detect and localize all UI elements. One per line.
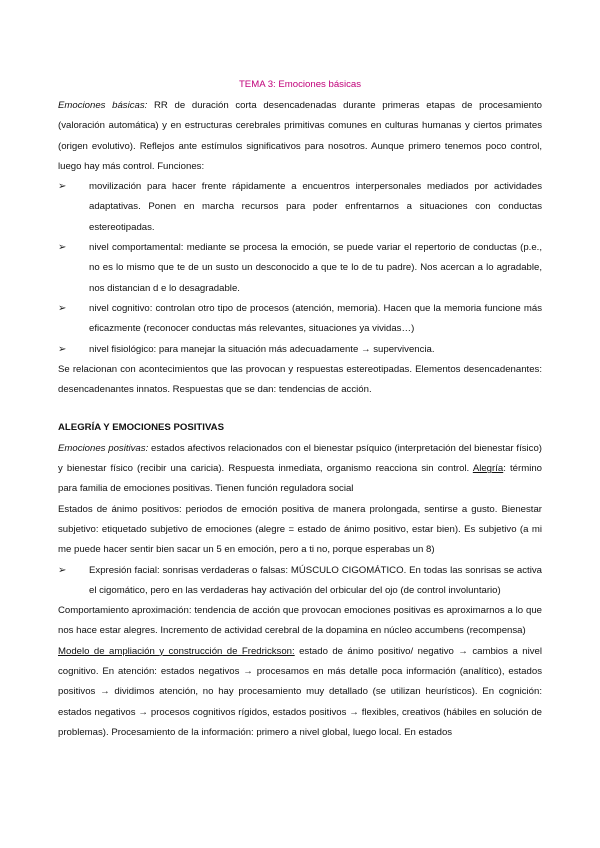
arrow-bullet-icon: ➢: [58, 181, 67, 193]
positive-label: Emociones positivas:: [58, 442, 149, 454]
list-item: ➢ nivel cognitivo: controlan otro tipo de procesos (atención, memoria). Hacen que la memoria funcione más eficazmente (reconocer conductas más relevantes, situaciones ya vividas…): [89, 299, 542, 340]
list-item: ➢ Expresión facial: sonrisas verdaderas o falsas: MÚSCULO CIGOMÁTICO. En todas las sonrisas se activa el cigomático, pero en las verdaderas hay activación del orbicular del ojo (de control involuntario): [89, 561, 542, 602]
section-heading: ALEGRÍA Y EMOCIONES POSITIVAS: [58, 422, 224, 434]
list-item: ➢ nivel comportamental: mediante se procesa la emoción, se puede variar el repertorio de conductas (p.e., no es lo mismo que te de un susto un desconocido a que te lo de tu padre). Nos acercan a lo agradable, nos distancian d e lo desagradable.: [89, 238, 542, 299]
list-item: ➢ movilización para hacer frente rápidamente a encuentros interpersonales mediados por actividades adaptativas. Ponen en marcha recursos para poder enfrentarnos a situaciones con conductas estereotipadas.: [89, 177, 542, 238]
arrow-bullet-icon: ➢: [58, 343, 67, 355]
intro-paragraph: [58, 96, 542, 177]
arrow-bullet-icon: ➢: [58, 302, 67, 314]
estados-paragraph: Estados de ánimo positivos: periodos de emoción positiva de manera prolongada, sentirse a gusto. Bienestar subjetivo: etiquetado subjetivo de emociones (alegre = estado de ánimo positivo, estar bien). Es subjetivo (a mi me puede hacer sentir bien sacar un 5 en emoción, pero a ti no, porque esperabas un 8): [58, 503, 542, 556]
facial-list: [58, 561, 542, 602]
intro-text: RR de duración corta desencadenadas durante primeras etapas de procesamiento (valoración automática) y en estructuras cerebrales primitivas comunes en culturas humanas y ciertos primates (origen evolutivo). Reflejos ante estímulos significativos para nosotros. Aunque primero tenemos poco control, luego hay más control. Funciones:: [58, 100, 542, 172]
intro-label: Emociones básicas:: [58, 100, 148, 111]
functions-list: [58, 177, 542, 360]
relation-paragraph: Se relacionan con acontecimientos que las provocan y respuestas estereotipadas. Elementos desencadenantes: desencadenantes innatos. Respuestas que se dan: tendencias de acción.: [58, 363, 542, 396]
comportamiento-paragraph: Comportamiento aproximación: tendencia de acción que provocan emociones positivas es aproximarnos a lo que nos hace estar alegres. Incremento de actividad cerebral de la dopamina en núcleo accumbens (recompensa): [58, 605, 542, 637]
arrow-bullet-icon: ➢: [58, 242, 67, 254]
positive-paragraph: Emociones positivas: estados afectivos relacionados con el bienestar psíquico (interpretación del bienestar físico) y bienestar físico (recibir una caricia). Respuesta inmediata, organismo reacciona sin control. Alegría: término para familia de emociones positivas. Tienen función reguladora social: [58, 442, 543, 495]
document-content: [58, 78, 542, 743]
page-title: TEMA 3: Emociones básicas: [238, 79, 362, 90]
spacer: [58, 400, 542, 418]
modelo-label: Modelo de ampliación y construcción de Fredrickson:: [58, 645, 295, 657]
arrow-bullet-icon: ➢: [58, 564, 67, 576]
list-item: ➢ nivel fisiológico: para manejar la situación más adecuadamente → supervivencia.: [89, 340, 542, 360]
alegria-term: Alegría: [472, 463, 504, 475]
modelo-paragraph: Modelo de ampliación y construcción de Fredrickson: estado de ánimo positivo/ negativo → cambios a nivel cognitivo. En atención: estados negativos → procesamos en más detalle poca información (analítico), estados positivos → dividimos atención, no hay procesamiento muy detallado (se utilizan heurísticos). En cognición: estados negativos → procesos cognitivos rígidos, estados positivos → flexibles, creativos (hábiles en solución de problemas). Procesamiento de la información: primero a nivel global, luego local. En estados: [58, 645, 542, 738]
